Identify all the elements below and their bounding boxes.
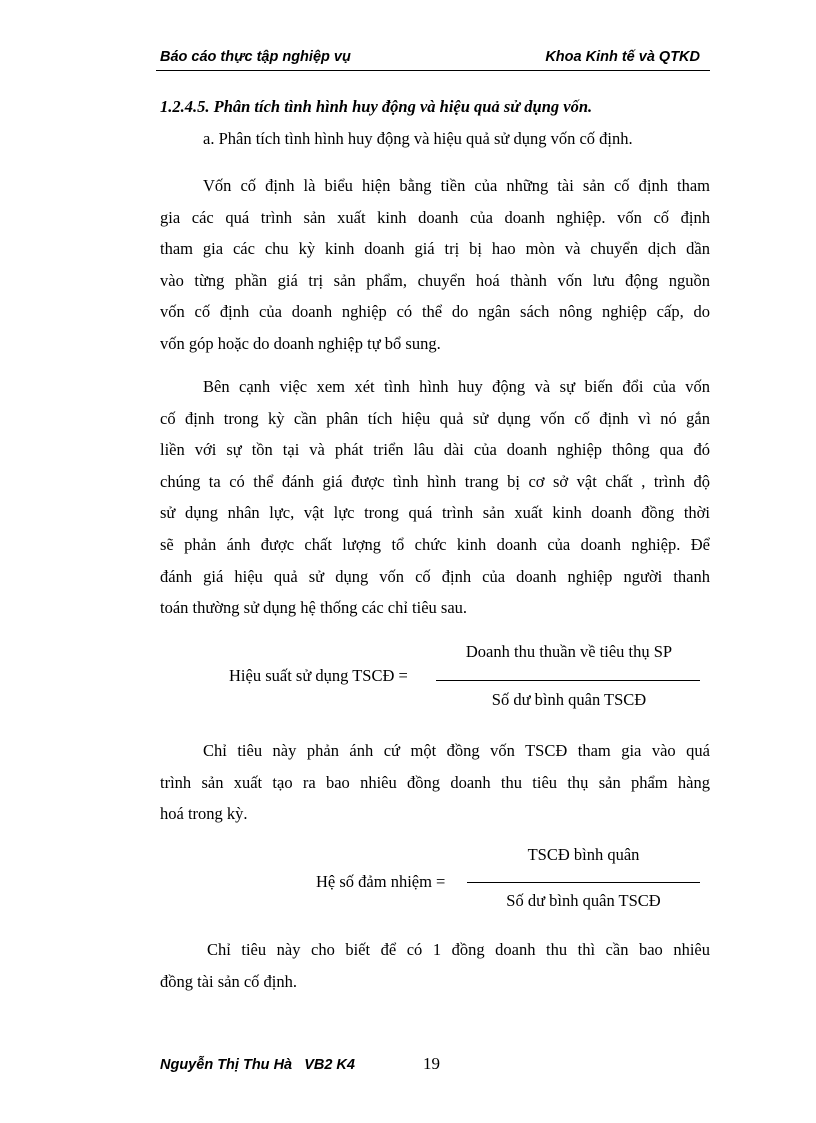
paragraph-line: hoá trong kỳ.	[160, 804, 248, 824]
formula1-label: Hiệu suất sử dụng TSCĐ =	[229, 666, 408, 685]
header-report-title: Báo cáo thực tập nghiệp vụ	[160, 49, 351, 65]
paragraph-line: cố định trong kỳ cần phân tích hiệu quả sử dụng vốn cố định vì nó gắn	[160, 408, 710, 428]
header-divider	[156, 70, 710, 71]
formula1-denominator: Số dư bình quân TSCĐ	[491, 690, 647, 709]
paragraph-line: đánh giá hiệu quả sử dụng vốn cố định của doanh nghiệp người thanh	[160, 566, 710, 586]
paragraph-line: gia các quá trình sản xuất kinh doanh của doanh nghiệp. vốn cố định	[160, 207, 710, 227]
paragraph-line: sẽ phản ánh được chất lượng tổ chức kinh doanh của doanh nghiệp. Để	[160, 534, 710, 554]
page-number: 19	[423, 1054, 440, 1073]
paragraph-line: Chỉ tiêu này phản ánh cứ một đồng vốn TSCĐ tham gia vào quá	[203, 741, 710, 760]
paragraph-line: vào từng phần giá trị sản phẩm, chuyển hoá thành vốn lưu động nguồn	[160, 270, 710, 290]
paragraph-line: Bên cạnh việc xem xét tình hình huy động và sự biến đổi của vốn	[203, 377, 710, 396]
header-faculty: Khoa Kinh tế và QTKD	[545, 49, 700, 65]
page-header	[160, 46, 700, 68]
paragraph-indicator-meaning	[160, 735, 710, 830]
paragraph-efficiency-analysis	[160, 371, 710, 624]
paragraph-line: chúng ta có thể đánh giá được tình hình trang bị cơ sở vật chất , trình độ	[160, 471, 710, 491]
paragraph-line: trình sản xuất tạo ra bao nhiêu đồng doanh thu tiêu thụ sản phẩm hàng	[160, 772, 710, 792]
formula2-denominator: Số dư bình quân TSCĐ	[506, 891, 661, 910]
formula2-numerator: TSCĐ bình quân	[527, 845, 640, 864]
paragraph-line: đồng tài sản cố định.	[160, 971, 298, 991]
paragraph-line: vốn cố định của doanh nghiệp có thể do ngân sách nông nghiệp cấp, do	[160, 302, 710, 322]
paragraph-line: liền với sự tồn tại và phát triển lâu dài của doanh nghiệp thông qua đó	[160, 440, 710, 460]
paragraph-fixed-capital-definition	[160, 170, 710, 360]
paragraph-line: tham gia các chu kỳ kinh doanh giá trị bị hao mòn và chuyển dịch dần	[160, 239, 710, 259]
paragraph-ratio-meaning	[160, 934, 710, 997]
paragraph-line: toán thường sử dụng hệ thống các chỉ tiêu sau.	[160, 598, 468, 618]
formula2-fraction-bar	[467, 882, 700, 883]
paragraph-line: sử dụng nhân lực, vật lực trong quá trình sản xuất kinh doanh đồng thời	[160, 503, 710, 523]
subsection-title: a. Phân tích tình hình huy động và hiệu quả sử dụng vốn cố định.	[203, 129, 633, 148]
paragraph-line: Chỉ tiêu này cho biết để có 1 đồng doanh thu thì cần bao nhiêu	[207, 940, 710, 959]
paragraph-line: Vốn cố định là biểu hiện bằng tiền của những tài sản cố định tham	[203, 176, 710, 195]
section-title: 1.2.4.5. Phân tích tình hình huy động và hiệu quả sử dụng vốn.	[160, 97, 593, 116]
formula2-label: Hệ số đảm nhiệm =	[316, 872, 446, 891]
formula1-fraction-bar	[436, 680, 700, 681]
paragraph-line: vốn góp hoặc do doanh nghiệp tự bổ sung.	[160, 333, 441, 353]
formula1-numerator: Doanh thu thuần về tiêu thụ SP	[465, 642, 673, 661]
footer-author: Nguyễn Thị Thu Hà VB2 K4	[160, 1057, 355, 1073]
